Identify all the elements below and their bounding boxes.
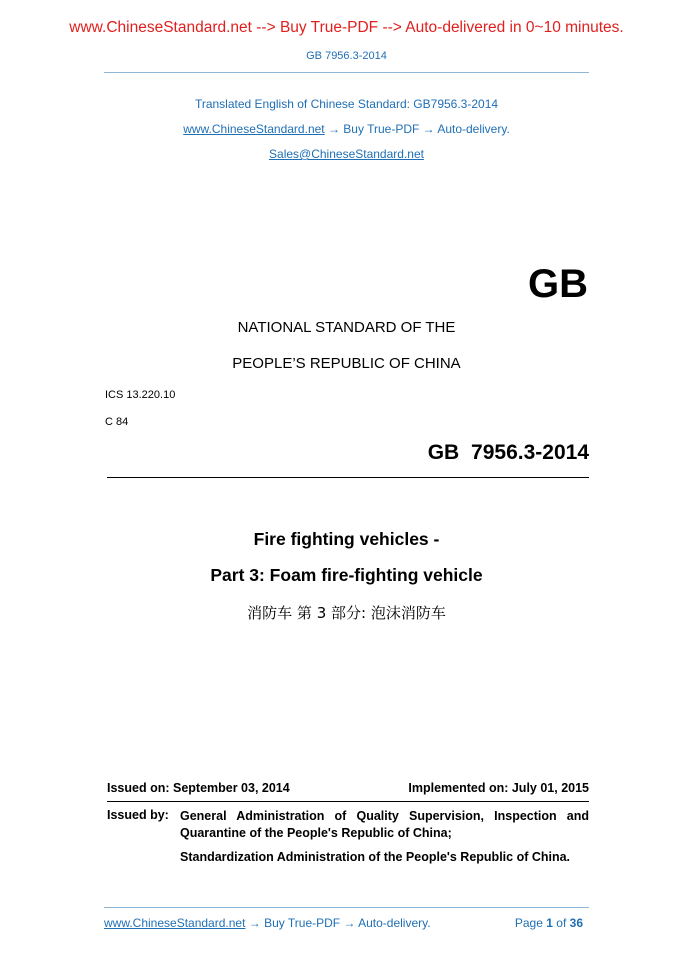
national-standard-line2: PEOPLE’S REPUBLIC OF CHINA (232, 355, 461, 372)
site-link[interactable]: www.ChineseStandard.net (183, 122, 325, 136)
page-label: Page (514, 916, 543, 930)
title-divider (107, 477, 589, 478)
issuer-org-1: General Administration of Quality Supervision, Inspection and Quarantine of the People's Republic of China; (180, 809, 589, 840)
header-divider (104, 72, 589, 73)
national-standard-line1: NATIONAL STANDARD OF THE (237, 319, 456, 336)
translated-note: Translated English of Chinese Standard: GB7956.3-2014 (194, 97, 499, 111)
dates-row (107, 781, 589, 795)
ics-code: ICS 13.220.10 (105, 389, 176, 401)
standard-number: GB 7956.3-2014 (427, 441, 589, 464)
issuer-org-2: Standardization Administration of the People's Republic of China. (180, 850, 571, 864)
site-link-suffix: → Buy True-PDF → Auto-delivery. (324, 122, 510, 136)
footer-link-line (104, 916, 431, 930)
of-label: of (556, 916, 567, 930)
promo-banner[interactable]: www.ChineseStandard.net --> Buy True-PDF --> Auto-delivered in 0~10 minutes. (69, 19, 624, 36)
implemented-date: Implemented on: July 01, 2015 (408, 781, 589, 795)
dates-divider (107, 801, 589, 802)
ccs-code: C 84 (105, 416, 129, 428)
email-line (0, 147, 693, 161)
header-standard-code: GB 7956.3-2014 (306, 50, 387, 62)
document-title-chinese: 消防车 第 3 部分: 泡沫消防车 (247, 604, 446, 622)
issued-date: Issued on: September 03, 2014 (107, 781, 290, 795)
document-title-line2: Part 3: Foam fire-fighting vehicle (210, 565, 483, 585)
document-title-line1: Fire fighting vehicles - (253, 529, 440, 549)
gb-logo: GB (528, 262, 588, 306)
email-link[interactable]: Sales@ChineseStandard.net (269, 147, 424, 161)
footer-site-suffix: → Buy True-PDF → Auto-delivery. (245, 916, 431, 930)
page-number: 1 (546, 916, 553, 930)
footer-site-link[interactable]: www.ChineseStandard.net (104, 916, 246, 930)
issuer-label: Issued by: (107, 808, 169, 822)
footer-divider (104, 907, 589, 908)
site-link-line (0, 122, 693, 136)
page-total: 36 (569, 916, 583, 930)
page-indicator (515, 916, 583, 930)
